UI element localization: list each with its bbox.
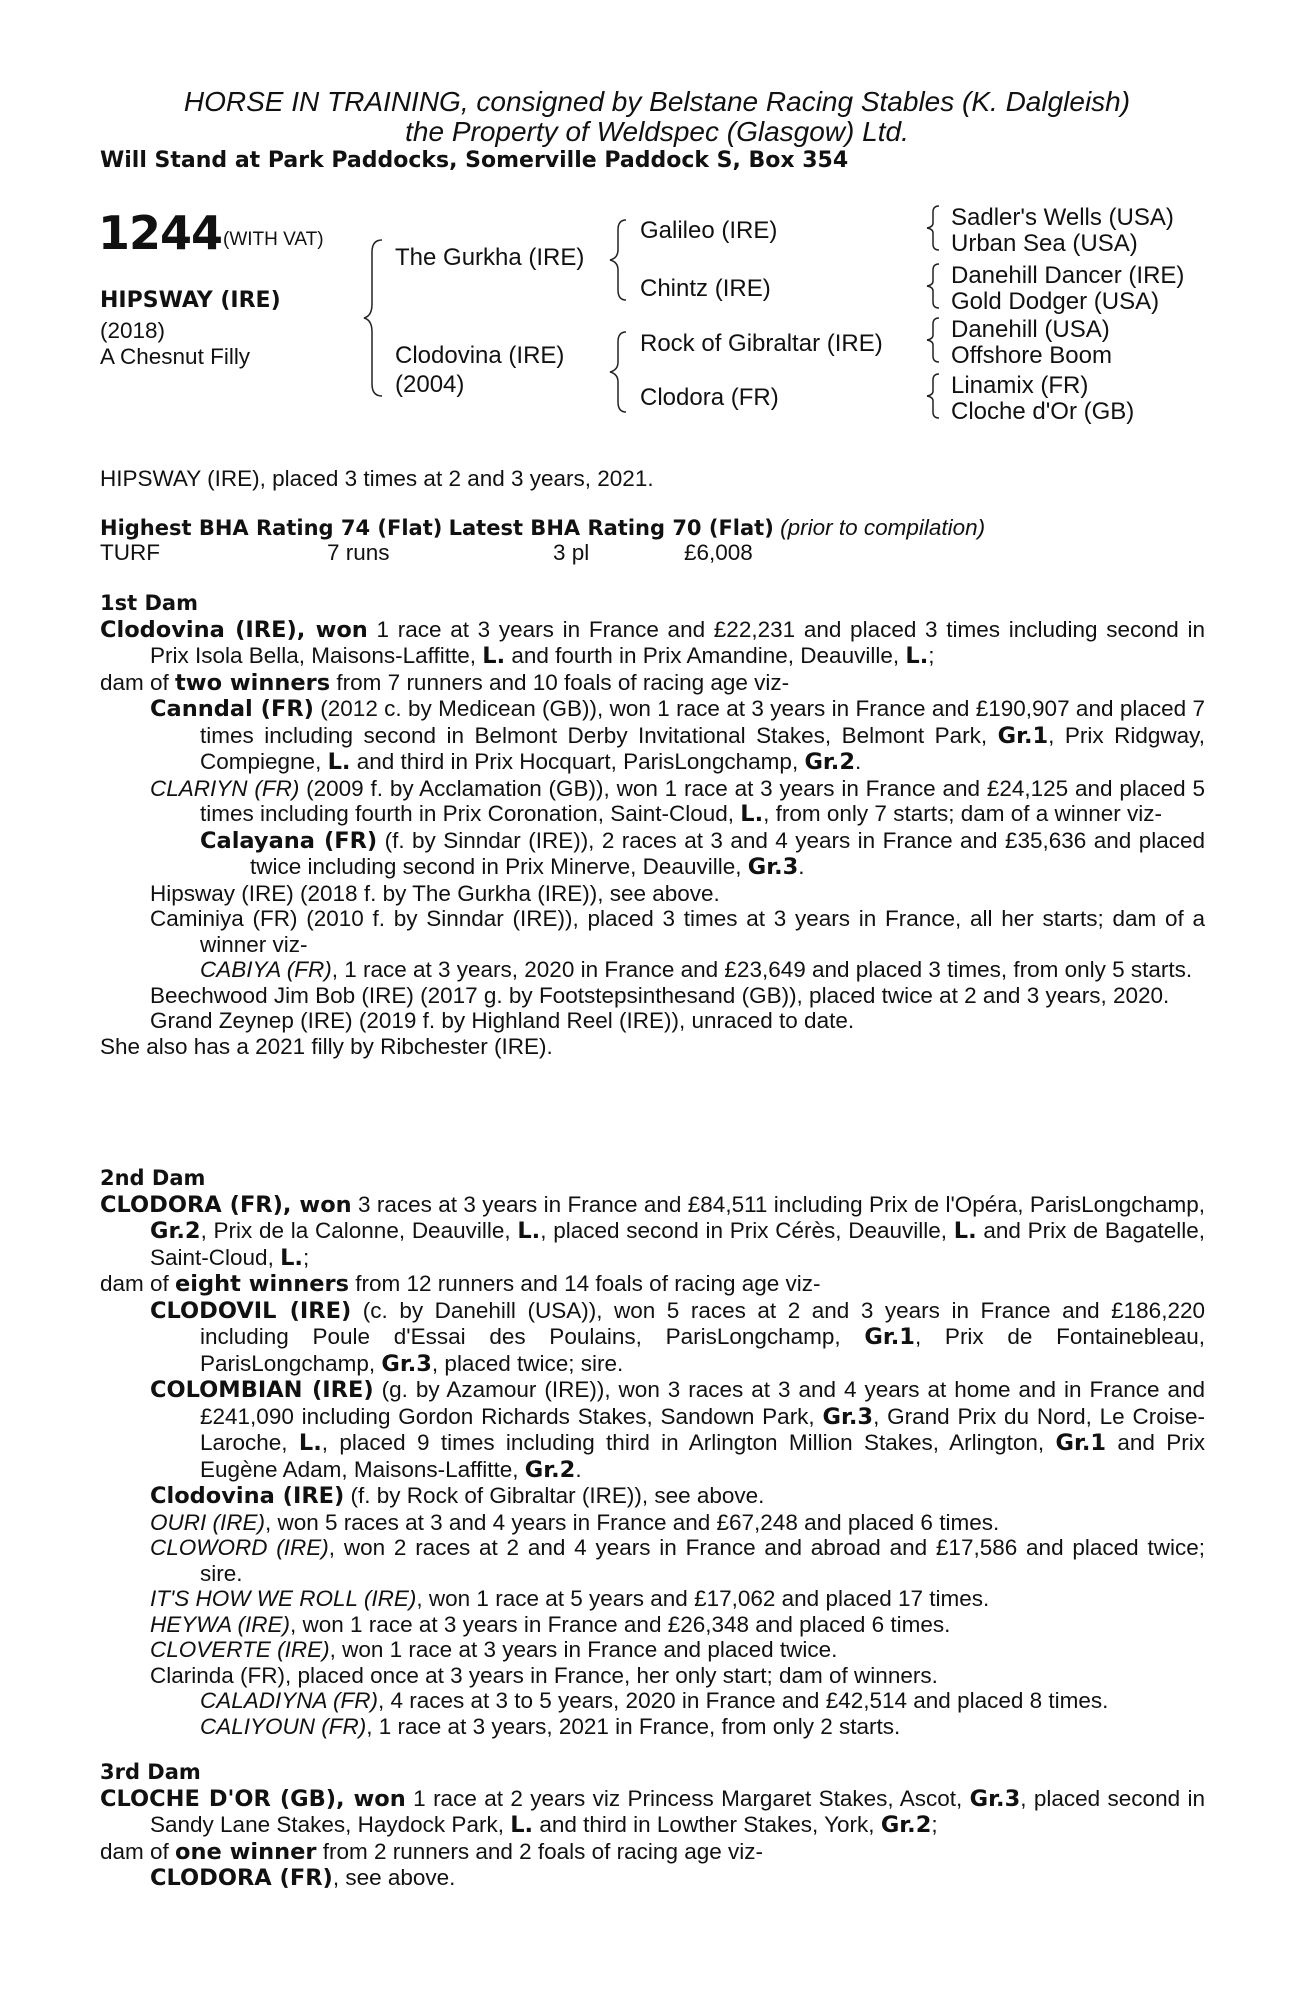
produce-clariyn xyxy=(100,776,1205,828)
punctuation: ; xyxy=(931,1812,938,1837)
grade-label: Gr.2 xyxy=(524,1456,576,1483)
produce-text: , 1 race at 3 years, 2021 in France, from only 2 starts. xyxy=(366,1713,901,1739)
produce-caminiya: Caminiya (FR) (2010 f. by Sinndar (IRE)), placed 3 times at 3 years in France, all her starts; dam of a winner viz- xyxy=(150,906,1205,957)
produce-name: CABIYA (FR) xyxy=(200,957,332,982)
third-dam-heading: 3rd Dam xyxy=(100,1760,201,1784)
pedigree-gg7: Linamix (FR) xyxy=(951,372,1089,399)
produce-clodora xyxy=(100,1865,1205,1892)
damof-text-2: from 7 runners and 10 foals of racing age viz- xyxy=(330,669,790,695)
produce-text: and third in Prix Hocquart, ParisLongchamp, xyxy=(350,749,805,774)
punctuation: . xyxy=(798,854,805,879)
produce-text: , won 1 race at 3 years in France and placed twice. xyxy=(329,1637,838,1662)
listed-label: L. xyxy=(953,1218,977,1244)
produce-name: CLOVERTE (IRE) xyxy=(150,1637,330,1662)
pedigree-sire: The Gurkha (IRE) xyxy=(395,244,585,271)
produce-text: (2009 f. by Acclamation (GB)), won 1 race at 3 years in France and £24,125 and placed 5 times including fourth in Prix Coronation, Saint-Cloud, xyxy=(200,775,1205,826)
rating-line xyxy=(100,515,985,541)
produce-name: CLOWORD (IRE) xyxy=(150,1535,329,1560)
pedigree-brace-gg1 xyxy=(925,204,943,252)
record-text: and third in Lowther Stakes, York, xyxy=(533,1812,881,1837)
pedigree-sire-dam: Chintz (IRE) xyxy=(640,275,771,302)
third-dam-name: CLOCHE D'OR (GB), won xyxy=(100,1785,406,1812)
produce-text: (g. by Azamour (IRE)), won 3 races at 3 and 4 years at home and in France and £241,090 including Gordon Richards Stakes, Sandown Park, xyxy=(200,1377,1205,1429)
record-text: , placed second in Prix Cérès, Deauville, xyxy=(540,1218,954,1243)
produce-text: , won 5 races at 3 and 4 years in France and £67,248 and placed 6 times. xyxy=(265,1509,1000,1535)
grade-label: Gr.1 xyxy=(1055,1430,1107,1456)
pedigree-gg5: Danehill (USA) xyxy=(951,316,1110,343)
rating-highest: Highest BHA Rating 74 (Flat) xyxy=(100,516,443,540)
pedigree-brace-main xyxy=(362,238,392,398)
produce-text: , 1 race at 3 years, 2020 in France and £23,649 and placed 3 times, from only 5 starts. xyxy=(331,957,1193,982)
listed-label: L. xyxy=(298,1430,322,1456)
first-dam-produce-summary xyxy=(100,670,1205,697)
produce-text: , Prix Ridgway, Compiegne, xyxy=(200,722,1205,774)
produce-name: OURI (IRE) xyxy=(150,1509,265,1535)
produce-name: Clodovina (IRE) xyxy=(150,1483,345,1509)
produce-name: CALIYOUN (FR) xyxy=(200,1713,367,1739)
winners-count: eight winners xyxy=(175,1271,350,1297)
horse-description: A Chesnut Filly xyxy=(100,344,251,369)
produce-caladiyna xyxy=(100,1688,1205,1714)
produce-name: CALADIYNA (FR) xyxy=(200,1688,378,1713)
produce-clarinda: Clarinda (FR), placed once at 3 years in France, her only start; dam of winners. xyxy=(150,1662,938,1688)
winners-count: one winner xyxy=(175,1838,317,1865)
produce-text: (f. by Sinndar (IRE)), 2 races at 3 and 4 years in France and £35,636 and placed twice including second in Prix Minerve, Deauville, xyxy=(250,827,1205,879)
pedigree-gg3: Danehill Dancer (IRE) xyxy=(951,262,1185,289)
produce-cloverte xyxy=(100,1637,1205,1663)
listed-label: L. xyxy=(517,1218,541,1244)
first-dam-heading: 1st Dam xyxy=(100,591,198,615)
grade-label: Gr.2 xyxy=(804,749,856,775)
produce-canndal xyxy=(100,696,1205,776)
third-dam-record xyxy=(100,1786,1205,1839)
produce-text: , see above. xyxy=(332,1865,456,1890)
pedigree-brace-gg4 xyxy=(925,372,943,420)
race-summary: HIPSWAY (IRE), placed 3 times at 2 and 3 years, 2021. xyxy=(100,466,654,491)
vat-label: (WITH VAT) xyxy=(223,229,324,250)
listed-label: L. xyxy=(905,643,929,669)
grade-label: Gr.1 xyxy=(864,1324,915,1350)
pedigree-dam-year: (2004) xyxy=(395,371,465,398)
second-dam-heading: 2nd Dam xyxy=(100,1166,206,1190)
produce-text: (2012 c. by Medicean (GB)), won 1 race at 3 years in France and £190,907 and placed 7 times including second in Belmont Derby Invitational Stakes, Belmont Park, xyxy=(200,696,1205,748)
damof-text: dam of xyxy=(100,669,176,695)
produce-cloword xyxy=(100,1535,1205,1586)
first-dam-record xyxy=(100,617,1205,670)
first-dam-text: 1 race at 3 years in France and £22,231 and placed 3 times including second in Prix Isola Bella, Maisons-Laffitte, xyxy=(150,616,1205,668)
produce-caliyoun xyxy=(100,1714,1205,1740)
produce-text: , won 1 race at 5 years and £17,062 and placed 17 times. xyxy=(416,1586,990,1611)
punctuation: . xyxy=(855,749,862,774)
punctuation: ; xyxy=(928,643,935,668)
first-dam-text-2: and fourth in Prix Amandine, Deauville, xyxy=(505,643,906,668)
second-dam-section xyxy=(100,1166,1205,1739)
punctuation: ; xyxy=(302,1244,310,1270)
record-text: , placed second in Sandy Lane Stakes, Haydock Park, xyxy=(150,1785,1205,1837)
horse-year: (2018) xyxy=(100,318,166,343)
produce-clodovina xyxy=(100,1483,1205,1510)
winners-count: two winners xyxy=(175,669,331,696)
first-dam-name: Clodovina (IRE), won xyxy=(100,616,368,643)
produce-text: , placed twice; sire. xyxy=(431,1350,624,1376)
grade-label: Gr.3 xyxy=(822,1403,874,1430)
pedigree-dam: Clodovina (IRE) xyxy=(395,342,565,369)
produce-clodovil xyxy=(100,1298,1205,1378)
pedigree-brace-gg2 xyxy=(925,262,943,310)
produce-colombian xyxy=(100,1377,1205,1483)
pedigree-dam-dam: Clodora (FR) xyxy=(640,384,779,411)
produce-beechwood: Beechwood Jim Bob (IRE) (2017 g. by Footstepsinthesand (GB)), placed twice at 2 and 3 years, 2020. xyxy=(150,982,1170,1008)
second-dam-record xyxy=(100,1192,1205,1272)
damof-text-2: from 2 runners and 2 foals of racing age viz- xyxy=(316,1838,763,1864)
grade-label: Gr.2 xyxy=(150,1218,201,1244)
second-dam-name: CLODORA (FR), won xyxy=(100,1191,352,1218)
produce-name: Canndal (FR) xyxy=(150,696,314,722)
produce-name: CLODOVIL (IRE) xyxy=(150,1297,352,1324)
pedigree-dam-sire: Rock of Gibraltar (IRE) xyxy=(640,330,883,357)
header-location: Will Stand at Park Paddocks, Somerville Paddock S, Box 354 xyxy=(100,148,849,173)
grade-label: Gr.3 xyxy=(381,1350,432,1377)
produce-name: CLARIYN (FR) xyxy=(150,775,300,801)
lot-number: 1244 xyxy=(98,206,223,260)
record-placed: 3 pl xyxy=(553,540,590,565)
produce-name: CLODORA (FR) xyxy=(150,1865,333,1891)
produce-name: IT'S HOW WE ROLL (IRE) xyxy=(150,1586,417,1611)
record-runs: 7 runs xyxy=(327,540,390,565)
damof-text: dam of xyxy=(100,1271,176,1296)
grade-label: Gr.3 xyxy=(969,1785,1021,1812)
pedigree-gg4: Gold Dodger (USA) xyxy=(951,288,1160,315)
second-dam-produce-summary xyxy=(100,1271,1205,1298)
produce-text: , Prix de Fontainebleau, ParisLongchamp, xyxy=(200,1324,1205,1376)
produce-text: , 4 races at 3 to 5 years, 2020 in France and £42,514 and placed 8 times. xyxy=(377,1688,1109,1713)
produce-name: COLOMBIAN (IRE) xyxy=(150,1377,374,1403)
listed-label: L. xyxy=(482,643,506,669)
damof-text: dam of xyxy=(100,1838,176,1864)
pedigree-brace-dam xyxy=(608,330,632,414)
horse-name: HIPSWAY (IRE) xyxy=(100,288,281,313)
produce-calayana xyxy=(100,828,1205,881)
produce-text: , Grand Prix du Nord, Le Croise-Laroche, xyxy=(200,1403,1206,1455)
produce-heywa xyxy=(100,1612,1205,1638)
rating-note: (prior to compilation) xyxy=(780,515,986,540)
produce-hipsway: Hipsway (IRE) (2018 f. by The Gurkha (IRE)), see above. xyxy=(150,880,720,906)
produce-grand-zeynep: Grand Zeynep (IRE) (2019 f. by Highland Reel (IRE)), unraced to date. xyxy=(150,1008,855,1033)
record-surface: TURF xyxy=(100,540,160,565)
grade-label: Gr.1 xyxy=(997,722,1049,749)
record-text: 3 races at 3 years in France and £84,511 including Prix de l'Opéra, ParisLongchamp, xyxy=(351,1191,1205,1217)
first-dam-note: She also has a 2021 filly by Ribchester (IRE). xyxy=(100,1033,553,1059)
damof-text-2: from 12 runners and 14 foals of racing age viz- xyxy=(349,1271,821,1296)
pedigree-brace-sire xyxy=(608,218,632,302)
rating-latest: Latest BHA Rating 70 (Flat) xyxy=(448,516,774,540)
header-line-2: the Property of Weldspec (Glasgow) Ltd. xyxy=(405,116,909,147)
produce-name: HEYWA (IRE) xyxy=(150,1611,291,1637)
record-text: 1 race at 2 years viz Princess Margaret Stakes, Ascot, xyxy=(405,1785,970,1811)
produce-name: Calayana (FR) xyxy=(200,827,378,854)
grade-label: Gr.3 xyxy=(747,854,799,880)
pedigree-gg8: Cloche d'Or (GB) xyxy=(951,398,1135,425)
produce-text: (f. by Rock of Gibraltar (IRE)), see above. xyxy=(344,1483,765,1508)
produce-text: , won 2 races at 2 and 4 years in France and abroad and £17,586 and placed twice; sire. xyxy=(200,1535,1205,1586)
produce-text: and Prix Eugène Adam, Maisons-Laffitte, xyxy=(200,1430,1206,1482)
produce-text: , from only 7 starts; dam of a winner viz- xyxy=(763,801,1163,826)
pedigree-gg2: Urban Sea (USA) xyxy=(951,230,1138,257)
produce-text: (c. by Danehill (USA)), won 5 races at 2 and 3 years in France and £186,220 including Poule d'Essai des Poulains, ParisLongchamp, xyxy=(200,1297,1205,1349)
listed-label: L. xyxy=(327,749,351,775)
third-dam-section xyxy=(100,1760,1205,1892)
pedigree-sire-sire: Galileo (IRE) xyxy=(640,217,778,244)
produce-text: , placed 9 times including third in Arlington Million Stakes, Arlington, xyxy=(321,1430,1056,1455)
header-line-1: HORSE IN TRAINING, consigned by Belstane Racing Stables (K. Dalgleish) xyxy=(183,86,1131,117)
punctuation: . xyxy=(575,1456,582,1482)
record-text: , Prix de la Calonne, Deauville, xyxy=(200,1218,518,1243)
pedigree-brace-gg3 xyxy=(925,316,943,364)
first-dam-section xyxy=(100,591,1205,1059)
listed-label: L. xyxy=(510,1812,534,1838)
pedigree-gg1: Sadler's Wells (USA) xyxy=(951,204,1174,231)
listed-label: L. xyxy=(280,1244,303,1271)
third-dam-produce-summary xyxy=(100,1839,1205,1866)
produce-text: , won 1 race at 3 years in France and £26,348 and placed 6 times. xyxy=(290,1611,951,1637)
record-text: and Prix de Bagatelle, Saint-Cloud, xyxy=(150,1218,1205,1270)
produce-its-how-we-roll xyxy=(100,1586,1205,1612)
pedigree-gg6: Offshore Boom xyxy=(951,342,1112,369)
record-earnings: £6,008 xyxy=(684,540,753,565)
listed-label: L. xyxy=(740,801,764,827)
produce-cabiya xyxy=(100,957,1205,983)
grade-label: Gr.2 xyxy=(880,1812,932,1838)
produce-ouri xyxy=(100,1510,1205,1536)
